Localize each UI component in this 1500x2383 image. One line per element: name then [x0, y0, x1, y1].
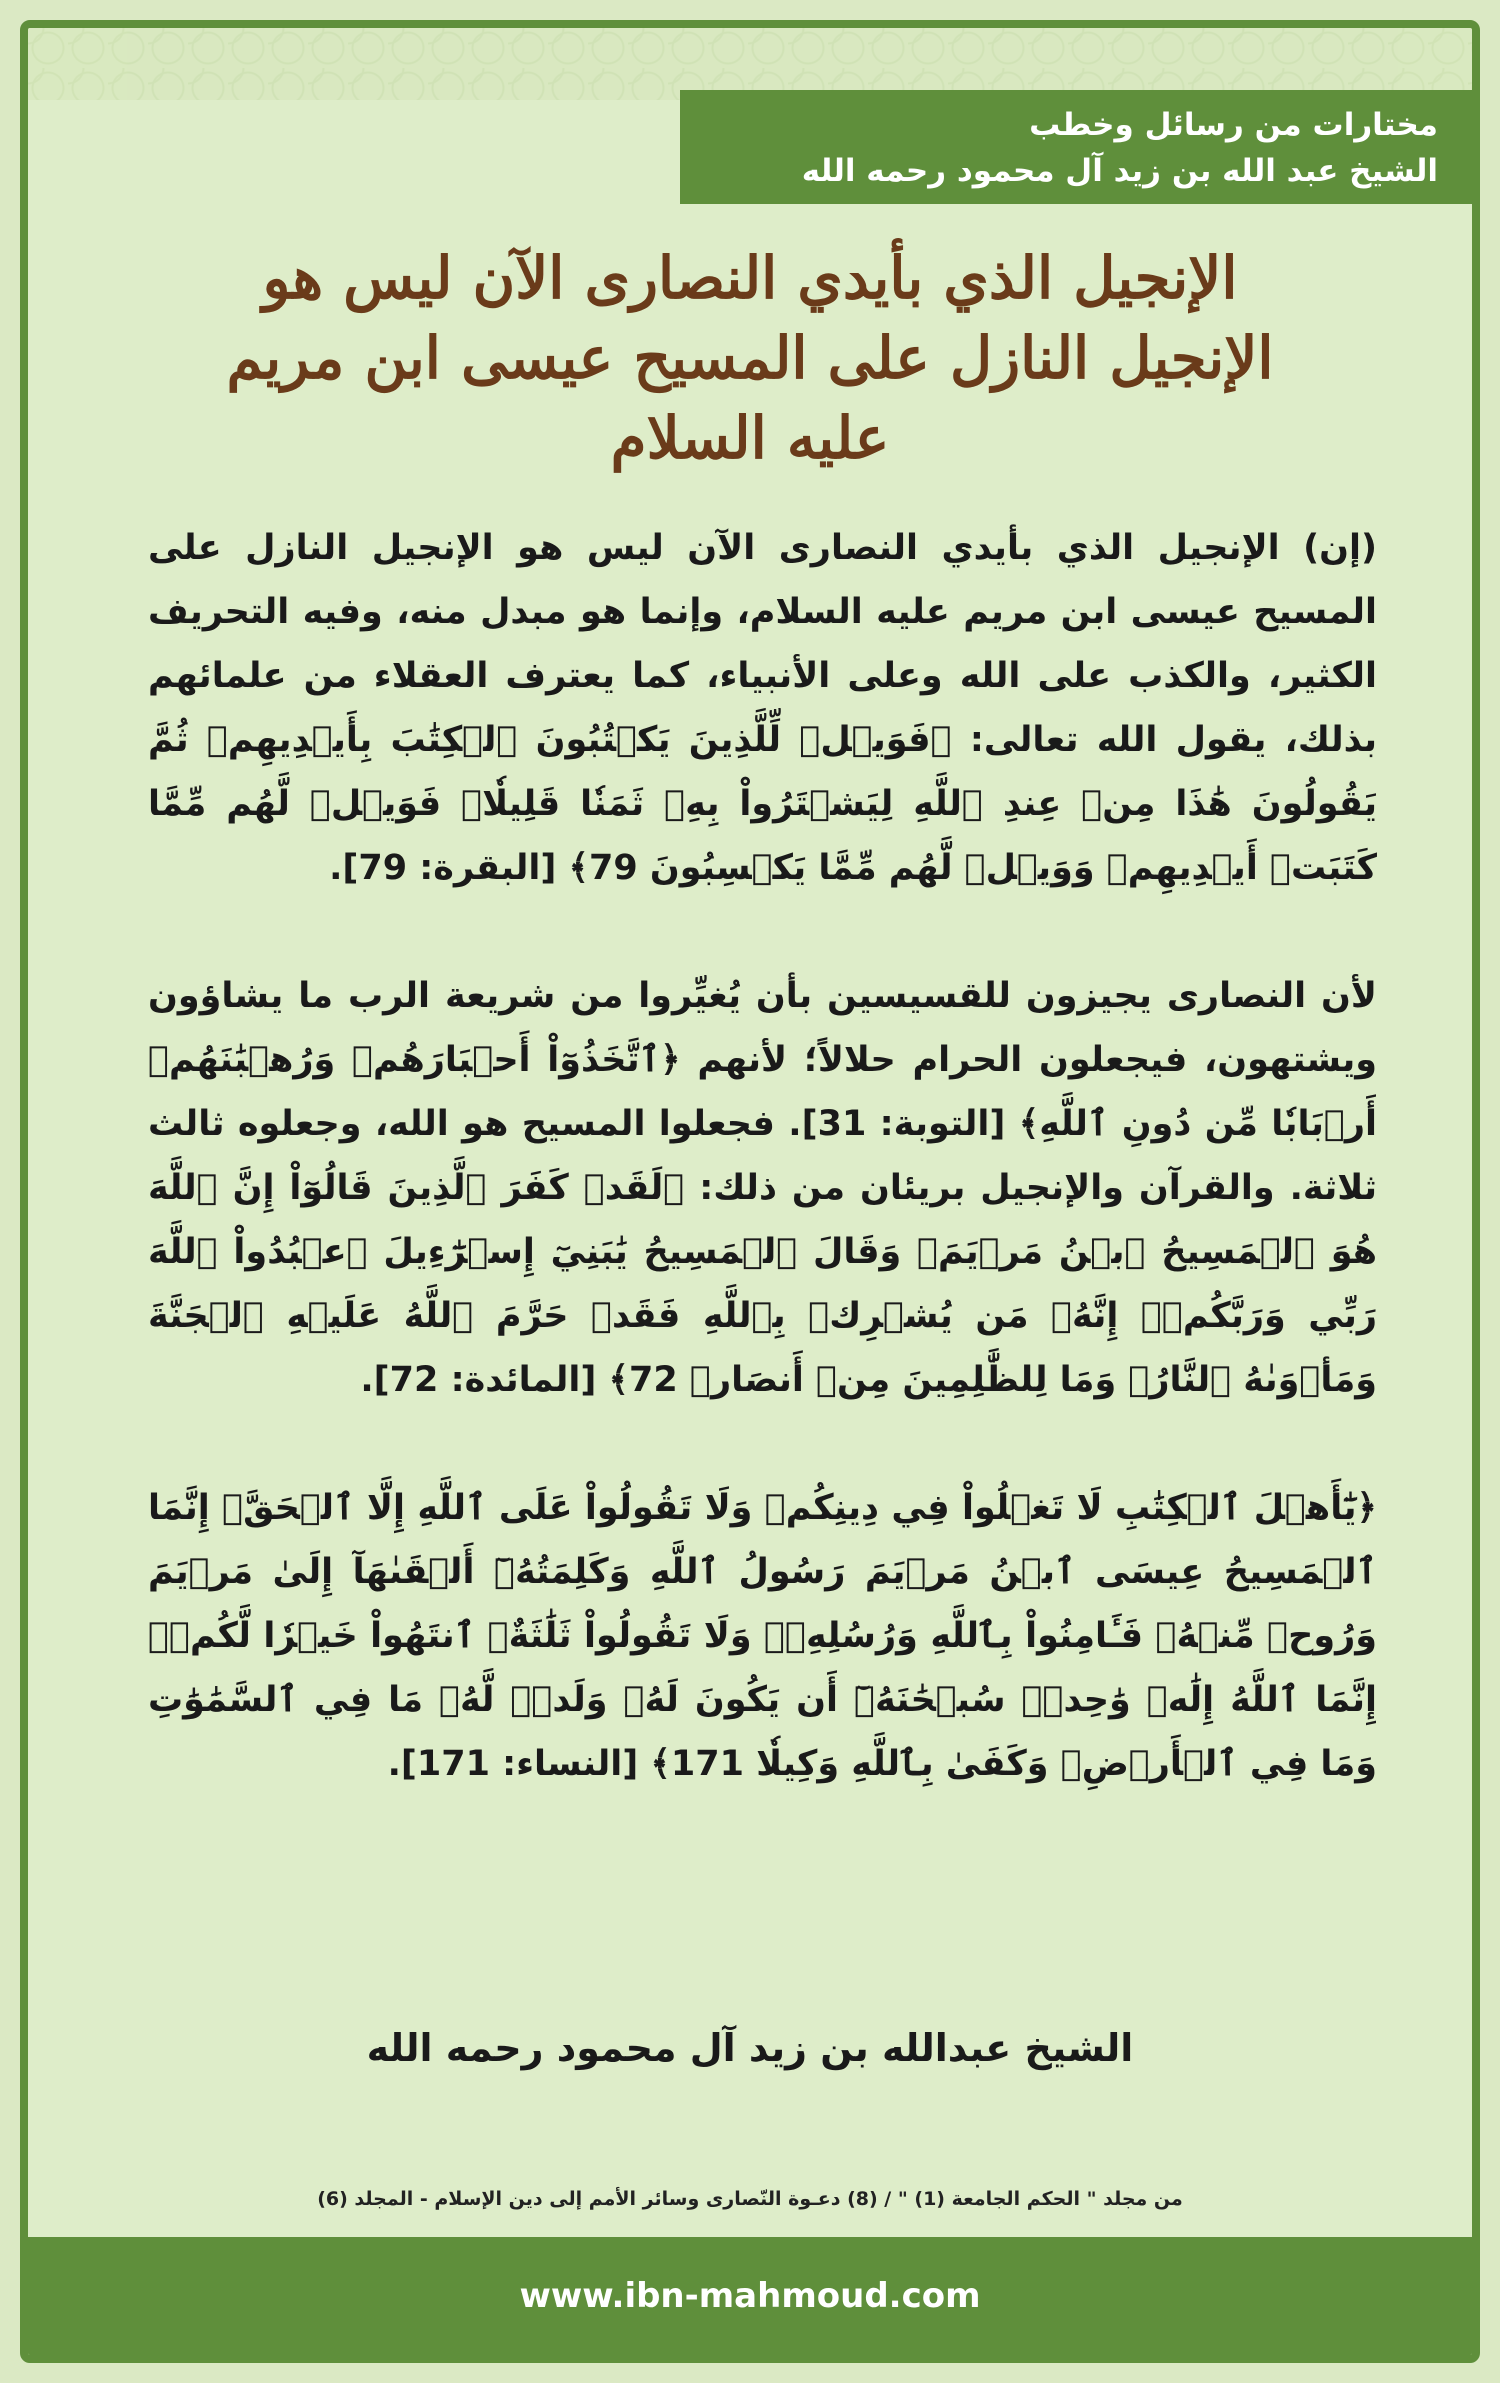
footer-band	[28, 2237, 1472, 2355]
title-line-2: الإنجيل النازل على المسيح عيسى ابن مريم	[226, 324, 1274, 392]
title-line-1: الإنجيل الذي بأيدي النصارى الآن ليس هو	[262, 244, 1238, 312]
source-citation: من مجلد " الحكم الجامعة (1) " / (8) دعـوة النّصارى وسائر الأمم إلى دين الإسلام - المجلد (6)	[317, 2188, 1183, 2210]
page-frame	[20, 20, 1480, 2363]
paragraph-2: لأن النصارى يجيزون للقسيسين بأن يُغيِّروا من شريعة الرب ما يشاؤون ويشتهون، فيجعلون الحرام حلالاً؛ لأنهم ﴿ٱتَّخَذُوٓاْ أَحۡبَارَهُمۡ وَرُهۡبَٰنَهُمۡ أَرۡبَابٗا مِّن دُونِ ٱللَّهِ﴾ [التوبة: 31]. فجعلوا المسيح هو الله، وجعلوه ثالث ثلاثة. والقرآن والإنجيل بريئان من ذلك: ﴿لَقَدۡ كَفَرَ ٱلَّذِينَ قَالُوٓاْ إِنَّ ٱللَّهَ هُوَ ٱلۡمَسِيحُ ٱبۡنُ مَرۡيَمَۖ وَقَالَ ٱلۡمَسِيحُ يَٰبَنِيٓ إِسۡرَٰٓءِيلَ ٱعۡبُدُواْ ٱللَّهَ رَبِّي وَرَبَّكُمۡۖ إِنَّهُۥ مَن يُشۡرِكۡ بِٱللَّهِ فَقَدۡ حَرَّمَ ٱللَّهُ عَلَيۡهِ ٱلۡجَنَّةَ وَمَأۡوَىٰهُ ٱلنَّارُۖ وَمَا لِلظَّٰلِمِينَ مِنۡ أَنصَارٖ 72﴾ [المائدة: 72].	[148, 976, 1377, 1400]
header-author: الشيخ عبد الله بن زيد آل محمود رحمه الله	[801, 153, 1438, 189]
header-series-title: مختارات من رسائل وخطب	[1029, 107, 1438, 143]
signature: الشيخ عبدالله بن زيد آل محمود رحمه الله	[366, 2026, 1134, 2070]
website-link[interactable]: www.ibn-mahmoud.com	[519, 2276, 981, 2316]
paragraph-3: ﴿يَٰٓأَهۡلَ ٱلۡكِتَٰبِ لَا تَغۡلُواْ فِي دِينِكُمۡ وَلَا تَقُولُواْ عَلَى ٱللَّهِ إِلَّا ٱلۡحَقَّۚ إِنَّمَا ٱلۡمَسِيحُ عِيسَى ٱبۡنُ مَرۡيَمَ رَسُولُ ٱللَّهِ وَكَلِمَتُهُۥٓ أَلۡقَىٰهَآ إِلَىٰ مَرۡيَمَ وَرُوحٞ مِّنۡهُۖ فَـَٔامِنُواْ بِٱللَّهِ وَرُسُلِهِۦۖ وَلَا تَقُولُواْ ثَلَٰثَةٌۚ ٱنتَهُواْ خَيۡرٗا لَّكُمۡۚ إِنَّمَا ٱللَّهُ إِلَٰهٞ وَٰحِدٞۖ سُبۡحَٰنَهُۥٓ أَن يَكُونَ لَهُۥ وَلَدٞۘ لَّهُۥ مَا فِي ٱلسَّمَٰوَٰتِ وَمَا فِي ٱلۡأَرۡضِۗ وَكَفَىٰ بِٱللَّهِ وَكِيلٗا 171﴾ [النساء: 171].	[148, 1488, 1377, 1784]
paragraph-1: (إن) الإنجيل الذي بأيدي النصارى الآن ليس هو الإنجيل النازل على المسيح عيسى ابن مريم عليه السلام، وإنما هو مبدل منه، وفيه التحريف الكثير، والكذب على الله وعلى الأنبياء، كما يعترف العقلاء من علمائهم بذلك، يقول الله تعالى: ﴿فَوَيۡلٞ لِّلَّذِينَ يَكۡتُبُونَ ٱلۡكِتَٰبَ بِأَيۡدِيهِمۡ ثُمَّ يَقُولُونَ هَٰذَا مِنۡ عِندِ ٱللَّهِ لِيَشۡتَرُواْ بِهِۦ ثَمَنٗا قَلِيلٗاۖ فَوَيۡلٞ لَّهُم مِّمَّا كَتَبَتۡ أَيۡدِيهِمۡ وَوَيۡلٞ لَّهُم مِّمَّا يَكۡسِبُونَ 79﴾ [البقرة: 79].	[148, 528, 1377, 888]
article-body	[148, 516, 1377, 1860]
page-title	[68, 238, 1432, 478]
header-band	[680, 90, 1472, 204]
title-line-3: عليه السلام	[610, 404, 890, 472]
